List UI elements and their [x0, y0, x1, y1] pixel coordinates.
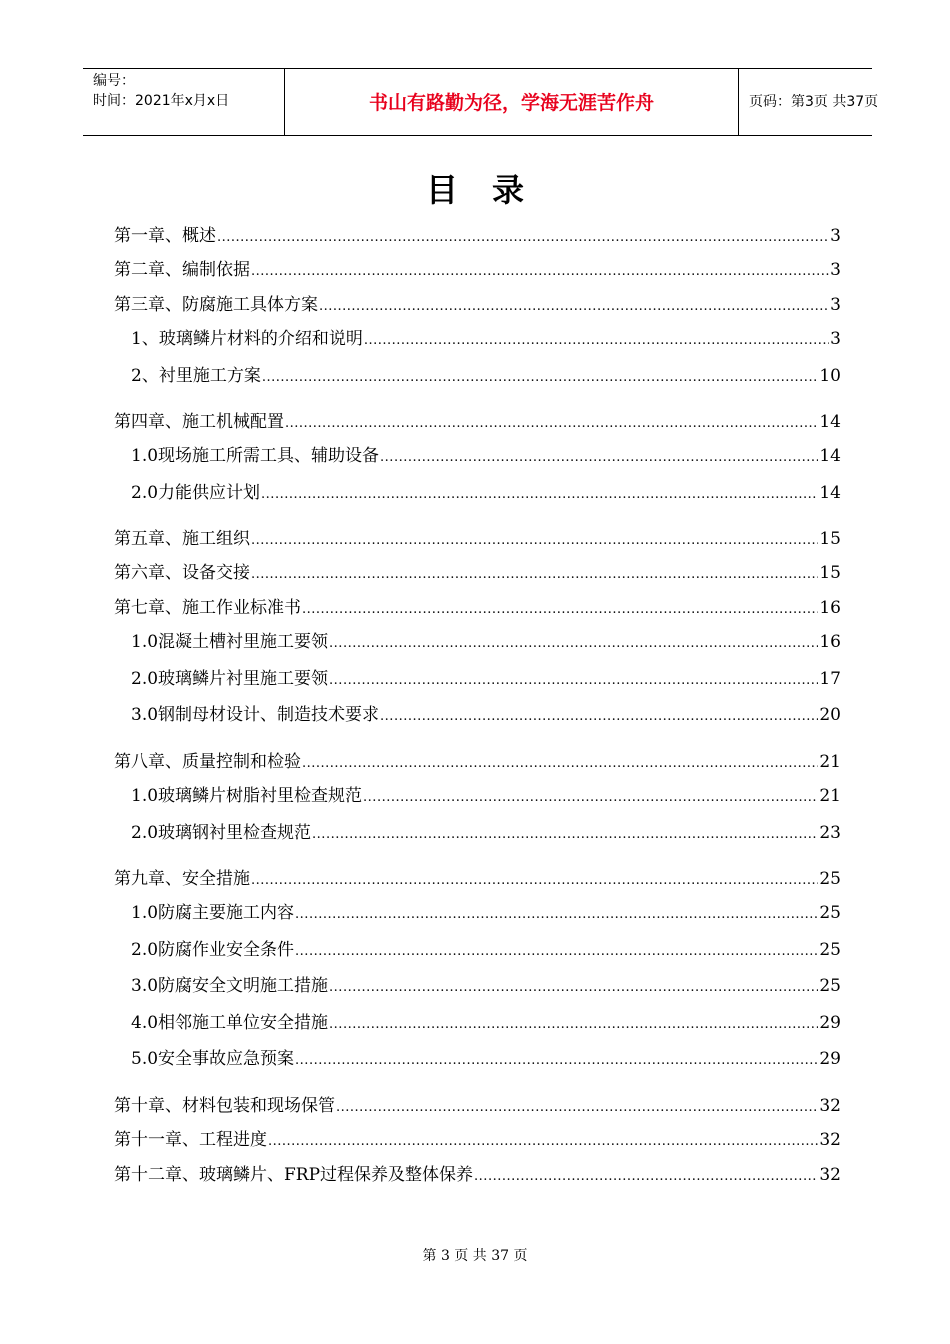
toc-leader-dots: [302, 598, 818, 622]
toc-entry-page: 32: [819, 1096, 841, 1116]
toc-entry-page: 21: [819, 752, 841, 772]
header-motto: 书山有路勤为径，学海无涯苦作舟: [368, 92, 654, 114]
header-motto-cell: [284, 69, 739, 135]
toc-entry-page: 10: [819, 366, 841, 386]
toc-leader-dots: [336, 1096, 818, 1120]
toc-entry-page: 29: [819, 1013, 841, 1033]
toc-subentry[interactable]: [131, 481, 841, 505]
document-time-label: 时间：2021年x月x日: [93, 93, 230, 109]
toc-entry[interactable]: [114, 258, 841, 282]
toc-entry-page: 32: [819, 1165, 841, 1185]
toc-entry-page: 25: [819, 940, 841, 960]
header-page-cell: [739, 69, 879, 135]
toc-entry[interactable]: [114, 561, 841, 585]
toc-entry[interactable]: [114, 410, 841, 434]
toc-entry-page: 23: [819, 823, 841, 843]
toc-subentry[interactable]: [131, 667, 841, 691]
toc-leader-dots: [380, 705, 818, 729]
toc-entry-page: 25: [819, 869, 841, 889]
toc-entry[interactable]: [114, 1128, 841, 1152]
toc-leader-dots: [363, 786, 818, 810]
toc-subentry[interactable]: [131, 630, 841, 654]
toc-subentry[interactable]: [131, 974, 841, 998]
toc-subentry[interactable]: [131, 784, 841, 808]
toc-entry-label: 2、衬里施工方案: [131, 366, 261, 386]
toc-leader-dots: [380, 446, 818, 470]
toc-subentry[interactable]: [131, 703, 841, 727]
toc-entry-label: 1.0防腐主要施工内容: [131, 903, 295, 923]
toc-entry-page: 16: [819, 598, 841, 618]
toc-entry-label: 第一章、概述: [114, 226, 216, 246]
toc-leader-dots: [302, 752, 818, 776]
toc-subentry[interactable]: [131, 901, 841, 925]
toc-leader-dots: [312, 823, 818, 847]
toc-entry-label: 第十一章、工程进度: [114, 1130, 267, 1150]
toc-leader-dots: [329, 669, 818, 693]
toc-subentry[interactable]: [131, 1047, 841, 1071]
page-header: [83, 68, 879, 136]
toc-leader-dots: [364, 329, 829, 353]
header-page-info: 页码：第3页 共37页: [749, 94, 879, 110]
toc-entry[interactable]: [114, 1163, 841, 1187]
toc-entry-page: 14: [819, 412, 841, 432]
toc-leader-dots: [251, 869, 818, 893]
toc-entry-page: 14: [819, 446, 841, 466]
toc-leader-dots: [295, 903, 818, 927]
toc-entry-page: 3: [830, 295, 841, 315]
toc-entry-label: 第八章、质量控制和检验: [114, 752, 301, 772]
toc-entry-page: 15: [819, 563, 841, 583]
toc-subentry[interactable]: [131, 364, 841, 388]
toc-entry-label: 1、玻璃鳞片材料的介绍和说明: [131, 329, 363, 349]
toc-entry[interactable]: [114, 867, 841, 891]
toc-leader-dots: [319, 295, 829, 319]
toc-leader-dots: [329, 632, 818, 656]
toc-entry[interactable]: [114, 750, 841, 774]
toc-entry-label: 5.0安全事故应急预案: [131, 1049, 295, 1069]
toc-entry[interactable]: [114, 224, 841, 248]
toc-leader-dots: [268, 1130, 818, 1154]
toc-entry-label: 第九章、安全措施: [114, 869, 250, 889]
toc-entry[interactable]: [114, 1094, 841, 1118]
toc-entry-page: 16: [819, 632, 841, 652]
toc-entry-label: 第二章、编制依据: [114, 260, 250, 280]
toc-entry-label: 第五章、施工组织: [114, 529, 250, 549]
toc-subentry[interactable]: [131, 938, 841, 962]
toc-entry-page: 3: [830, 329, 841, 349]
toc-entry-label: 第十二章、玻璃鳞片、FRP过程保养及整体保养: [114, 1165, 474, 1185]
toc-entry-page: 15: [819, 529, 841, 549]
toc-entry-label: 1.0现场施工所需工具、辅助设备: [131, 446, 380, 466]
toc-entry-page: 32: [819, 1130, 841, 1150]
header-meta-cell: [83, 69, 284, 135]
toc-entry-page: 20: [819, 705, 841, 725]
toc-entry-page: 3: [830, 226, 841, 246]
toc-leader-dots: [251, 529, 818, 553]
toc-entry-label: 第十章、材料包装和现场保管: [114, 1096, 335, 1116]
toc-entry[interactable]: [114, 527, 841, 551]
toc-subentry[interactable]: [131, 444, 841, 468]
toc-entry-label: 3.0钢制母材设计、制造技术要求: [131, 705, 380, 725]
toc-entry-page: 25: [819, 903, 841, 923]
toc-entry-page: 21: [819, 786, 841, 806]
toc-entry-page: 17: [819, 669, 841, 689]
toc-entry-page: 25: [819, 976, 841, 996]
toc-entry-label: 4.0相邻施工单位安全措施: [131, 1013, 329, 1033]
toc-entry-page: 3: [830, 260, 841, 280]
toc-entry-label: 第七章、施工作业标准书: [114, 598, 301, 618]
toc-leader-dots: [295, 1049, 818, 1073]
toc-entry-label: 1.0混凝土槽衬里施工要领: [131, 632, 329, 652]
toc-entry-label: 第三章、防腐施工具体方案: [114, 295, 318, 315]
toc-subentry[interactable]: [131, 821, 841, 845]
toc-leader-dots: [251, 563, 818, 587]
toc-leader-dots: [329, 1013, 818, 1037]
toc-entry-label: 1.0玻璃鳞片树脂衬里检查规范: [131, 786, 363, 806]
toc-entry-page: 14: [819, 483, 841, 503]
toc-entry-label: 第六章、设备交接: [114, 563, 250, 583]
toc-subentry[interactable]: [131, 327, 841, 351]
toc-leader-dots: [285, 412, 818, 436]
toc-leader-dots: [262, 366, 819, 390]
toc-title: 目录: [425, 171, 558, 209]
toc-leader-dots: [329, 976, 818, 1000]
toc-entry-label: 3.0防腐安全文明施工措施: [131, 976, 329, 996]
document-number-label: 编号：: [93, 73, 135, 89]
toc-entry-label: 2.0玻璃钢衬里检查规范: [131, 823, 312, 843]
toc-entry-label: 第四章、施工机械配置: [114, 412, 284, 432]
toc-leader-dots: [474, 1165, 818, 1189]
toc-entry-label: 2.0防腐作业安全条件: [131, 940, 295, 960]
toc-entry-label: 2.0力能供应计划: [131, 483, 261, 503]
toc-entry[interactable]: [114, 293, 841, 317]
toc-leader-dots: [295, 940, 818, 964]
toc-entry-label: 2.0玻璃鳞片衬里施工要领: [131, 669, 329, 689]
toc-entry-page: 29: [819, 1049, 841, 1069]
page-footer: 第 3 页 共 37 页: [422, 1248, 528, 1264]
toc-leader-dots: [217, 226, 829, 250]
toc-entry[interactable]: [114, 596, 841, 620]
toc-subentry[interactable]: [131, 1011, 841, 1035]
toc-leader-dots: [251, 260, 829, 284]
toc-leader-dots: [261, 483, 818, 507]
